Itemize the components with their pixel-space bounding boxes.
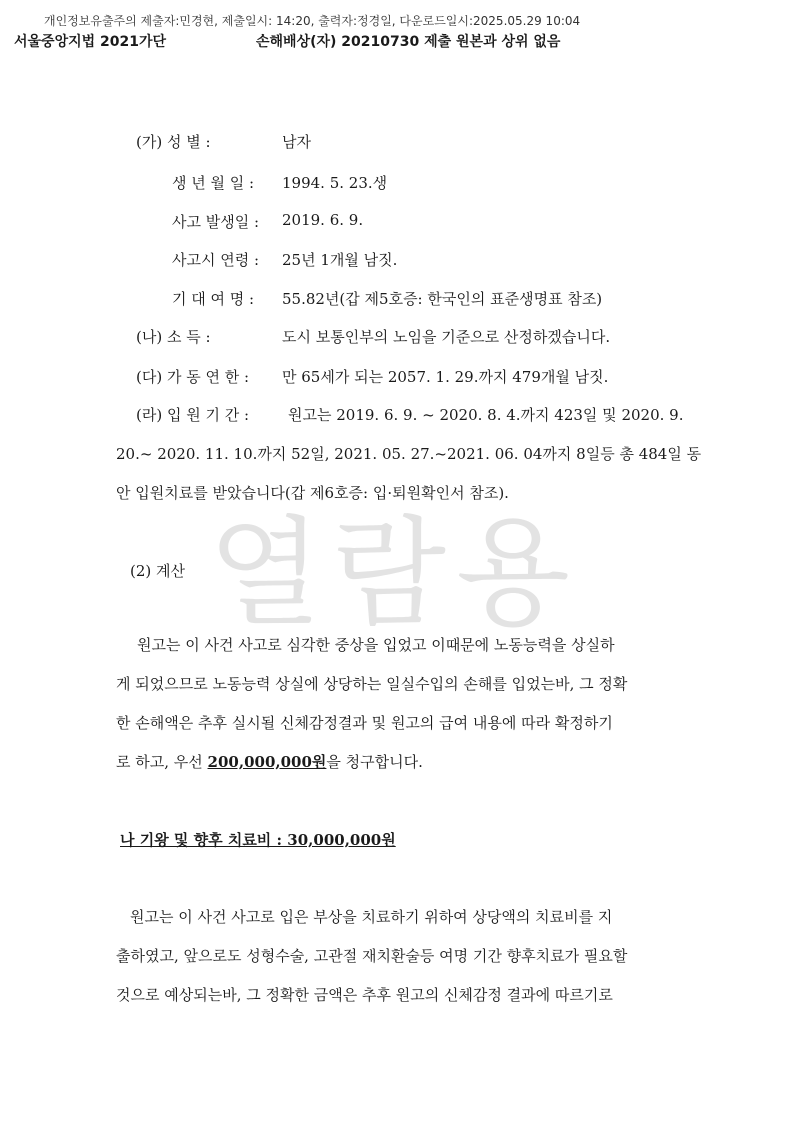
fact-value: 도시 보통인부의 노임을 기준으로 산정하겠습니다. — [282, 328, 611, 346]
body-line: 게 되었으므로 노동능력 상실에 상당하는 일실수입의 손해를 입었는바, 그 정확 — [116, 675, 628, 693]
body-line: 안 입원치료를 받았습니다(갑 제6호증: 입·퇴원확인서 참조). — [116, 484, 509, 502]
body-line: 원고는 이 사건 사고로 심각한 중상을 입었고 이때문에 노동능력을 상실하 — [137, 636, 615, 654]
fact-label: 사고시 연령 : — [172, 251, 260, 269]
section-heading: 나 기왕 및 향후 치료비 : 30,000,000원 — [120, 831, 396, 849]
fact-value: 만 65세가 되는 2057. 1. 29.까지 479개월 남짓. — [282, 368, 609, 386]
body-line: 20.~ 2020. 11. 10.까지 52일, 2021. 05. 27.~2021. 06. 04까지 8일등 총 484일 동 — [116, 445, 702, 463]
fact-label: 사고 발생일 : — [172, 213, 260, 231]
fact-label: (라) 입 원 기 간 : — [136, 406, 250, 424]
claim-suffix: 을 청구합니다. — [326, 753, 423, 771]
fact-label: (가) 성 별 : — [136, 133, 211, 151]
header-meta-line: 개인정보유출주의 제출자:민경현, 제출일시: 14:20, 출력자:정경일, 다운로드일시:2025.05.29 10:04 — [44, 14, 581, 28]
court-case-number: 서울중앙지법 2021가단 — [14, 34, 167, 50]
document-info: 손해배상(자) 20210730 제출 원본과 상위 없음 — [256, 34, 561, 50]
claim-amount: 200,000,000원 — [207, 753, 327, 771]
body-line: 한 손해액은 추후 실시될 신체감정결과 및 원고의 급여 내용에 따라 확정하기 — [116, 714, 613, 732]
header-case-line — [14, 31, 561, 51]
fact-value: 1994. 5. 23.생 — [282, 174, 388, 192]
fact-label: (다) 가 동 연 한 : — [136, 368, 250, 386]
body-line: 출하였고, 앞으로도 성형수술, 고관절 재치환술등 여명 기간 향후치료가 필요할 — [116, 947, 628, 965]
body-line: 원고는 이 사건 사고로 입은 부상을 치료하기 위하여 상당액의 치료비를 지 — [130, 908, 613, 926]
fact-value: 원고는 2019. 6. 9. ~ 2020. 8. 4.까지 423일 및 2020. 9. — [288, 406, 684, 424]
calc-section-title: (2) 계산 — [130, 562, 185, 580]
watermark: 열람용 — [208, 504, 580, 642]
body-line: 것으로 예상되는바, 그 정확한 금액은 추후 원고의 신체감정 결과에 따르기로 — [116, 986, 613, 1004]
body-line — [116, 751, 423, 772]
fact-label: 기 대 여 명 : — [172, 290, 255, 308]
fact-value: 25년 1개월 남짓. — [282, 251, 398, 269]
fact-value: 남자 — [282, 133, 311, 151]
fact-value: 55.82년(갑 제5호증: 한국인의 표준생명표 참조) — [282, 290, 603, 308]
fact-label: (나) 소 득 : — [136, 328, 211, 346]
fact-value: 2019. 6. 9. — [282, 211, 364, 229]
claim-prefix: 로 하고, 우선 — [116, 753, 208, 771]
fact-label: 생 년 월 일 : — [172, 174, 255, 192]
